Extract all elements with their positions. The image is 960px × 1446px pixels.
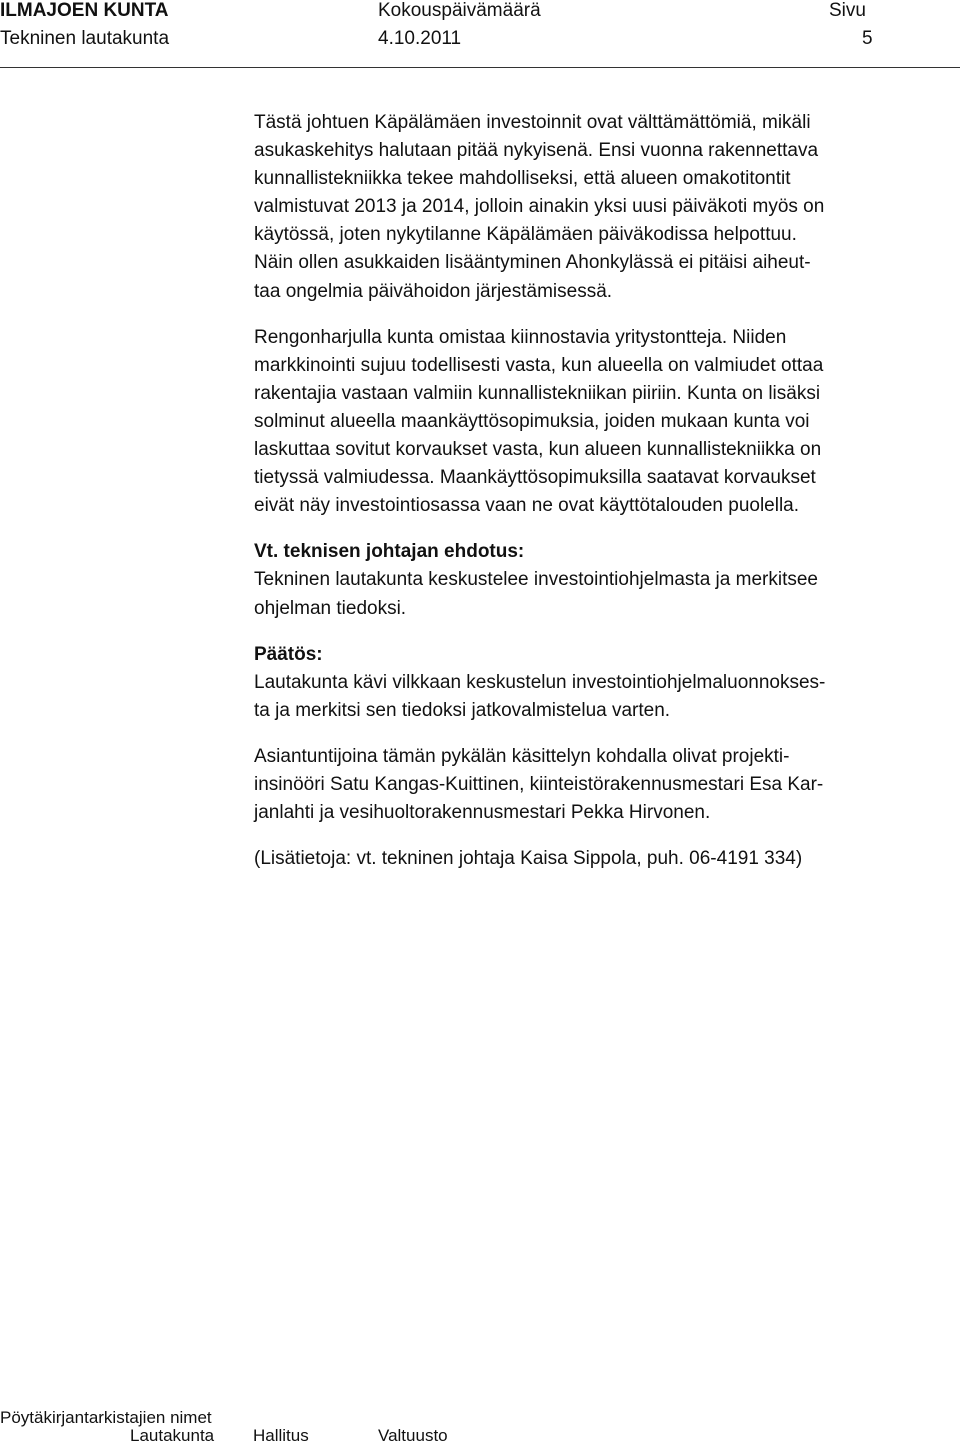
organization-name: ILMAJOEN KUNTA [0, 0, 169, 21]
document-body [254, 109, 954, 873]
footer-body-lautakunta: Lautakunta [130, 1426, 215, 1445]
page-number: 5 [862, 28, 873, 49]
decision-heading: Päätös: [254, 643, 323, 665]
committee-name: Tekninen lautakunta [0, 28, 170, 49]
decision-section [254, 641, 954, 725]
text-line: laskuttaa sovitut korvaukset vasta, kun alueen kunnallistekniikka on [254, 439, 822, 461]
proposal-section [254, 538, 954, 622]
text-line: käytössä, joten nykytilanne Käpälämäen päiväkodissa helpottuu. [254, 224, 797, 246]
text-line: Rengonharjulla kunta omistaa kiinnostavia yritystontteja. Niiden [254, 326, 787, 348]
footer-body-hallitus: Hallitus [253, 1426, 309, 1445]
text-line: Lautakunta kävi vilkkaan keskustelun investointiohjelmaluonnokses- [254, 671, 826, 693]
text-line: rakentajia vastaan valmiin kunnallistekniikan piiriin. Kunta on lisäksi [254, 382, 821, 404]
text-line: kunnallistekniikka tekee mahdolliseksi, että alueen omakotitontit [254, 168, 791, 190]
header-divider [0, 67, 960, 68]
proposal-heading: Vt. teknisen johtajan ehdotus: [254, 541, 525, 563]
date-label: Kokouspäivämäärä [378, 0, 541, 21]
info-line: (Lisätietoja: vt. tekninen johtaja Kaisa Sippola, puh. 06-4191 334) [254, 848, 803, 870]
date-value: 4.10.2011 [378, 28, 462, 49]
text-line: taa ongelmia päivähoidon järjestämisessä. [254, 280, 613, 302]
paragraph-investments [254, 109, 954, 306]
page-label: Sivu [829, 0, 866, 21]
text-line: Asiantuntijoina tämän pykälän käsittelyn kohdalla olivat projekti- [254, 745, 790, 767]
text-line: janlahti ja vesihuoltorakennusmestari Pekka Hirvonen. [254, 802, 711, 824]
text-line: valmistuvat 2013 ja 2014, jolloin ainakin yksi uusi päiväkoti myös on [254, 196, 825, 218]
footer-body-valtuusto: Valtuusto [378, 1426, 448, 1445]
text-line: solminut alueella maankäyttösopimuksia, joiden mukaan kunta voi [254, 410, 810, 432]
text-line: Tekninen lautakunta keskustelee investointiohjelmasta ja merkitsee [254, 569, 818, 591]
text-line: Tästä johtuen Käpälämäen investoinnit ovat välttämättömiä, mikäli [254, 112, 811, 133]
paragraph-rengonharju [254, 324, 954, 521]
experts-paragraph [254, 743, 954, 827]
signatures-label: Pöytäkirjantarkistajien nimet [0, 1408, 212, 1427]
text-line: eivät näy investointiosassa vaan ne ovat käyttötalouden puolella. [254, 495, 800, 517]
text-line: Näin ollen asukkaiden lisääntyminen Ahonkylässä ei pitäisi aiheut- [254, 252, 811, 274]
text-line: tietyssä valmiudessa. Maankäyttösopimuksilla saatavat korvaukset [254, 467, 816, 489]
text-line: insinööri Satu Kangas-Kuittinen, kiinteistörakennusmestari Esa Kar- [254, 773, 824, 795]
text-line: ohjelman tiedoksi. [254, 597, 407, 619]
text-line: markkinointi sujuu todellisesti vasta, kun alueella on valmiudet ottaa [254, 354, 824, 376]
text-line: ta ja merkitsi sen tiedoksi jatkovalmistelua varten. [254, 699, 671, 721]
text-line: asukaskehitys halutaan pitää nykyisenä. Ensi vuonna rakennettava [254, 140, 819, 162]
